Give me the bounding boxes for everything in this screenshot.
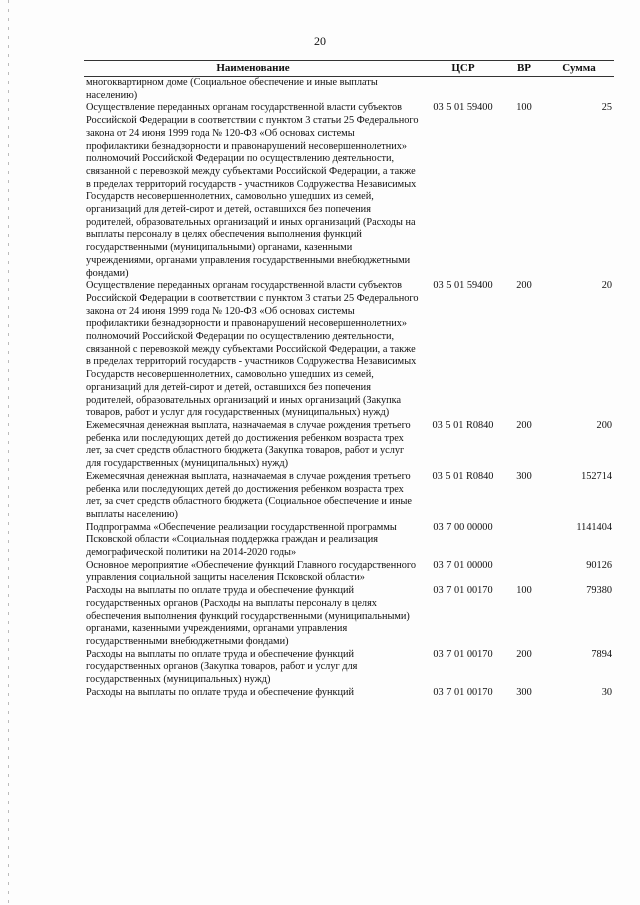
row-csr: 03 7 01 00170: [433, 686, 493, 698]
row-sum: 200: [596, 419, 612, 431]
table-row: [84, 687, 614, 700]
row-sum: 1141404: [576, 521, 612, 533]
row-name: Осуществление переданных органам государственной власти субъектов Российской Федерации в соответствии с пунктом 3 статьи 25 Федерального закона от 24 июня 1999 года № 120-ФЗ «Об основах системы профилактики безнадзорности и правонарушений несовершеннолетних» полномочий Российской Федерации по осуществлению деятельности, связанной с перевозкой между субъектами Российской Федерации, а также в пределах территорий государств - участников Содружества Независимых Государств несовершеннолетних, самовольно ушедших из семей, организаций для детей-сирот и детей, оставшихся без попечения родителей, образовательных организаций и иных организаций (Расходы на выплаты персоналу в целях обеспечения выполнения функций государственными (муниципальными) органами, казенными учреждениями, органами управления государственными внебюджетными фондами): [86, 102, 419, 279]
table-row: [84, 77, 614, 103]
row-sum: [544, 77, 614, 103]
row-name: многоквартирном доме (Социальное обеспечение и иные выплаты населению): [86, 77, 378, 101]
header-name: Наименование: [84, 61, 422, 77]
table-row: [84, 420, 614, 471]
row-sum: 25: [601, 102, 612, 114]
row-sum: 7894: [591, 648, 612, 660]
header-vr: ВР: [504, 61, 544, 77]
table-row: [84, 522, 614, 560]
row-sum: 30: [601, 686, 612, 698]
row-vr: 100: [516, 585, 532, 597]
row-csr: 03 5 01 59400: [433, 102, 493, 114]
row-vr: [504, 560, 544, 585]
row-name: Подпрограмма «Обеспечение реализации государственной программы Псковской области «Социальная поддержка граждан и реализация демографической политики на 2014-2020 годы»: [86, 521, 397, 559]
row-vr: 200: [516, 419, 532, 431]
row-sum: 152714: [581, 470, 612, 482]
row-name: Основное мероприятие «Обеспечение функций Главного государственного управления социальной защиты населения Псковской области»: [86, 559, 416, 584]
row-name: Осуществление переданных органам государственной власти субъектов Российской Федерации в соответствии с пунктом 3 статьи 25 Федерального закона от 24 июня 1999 года № 120-ФЗ «Об основах системы профилактики безнадзорности и правонарушений несовершеннолетних» полномочий Российской Федерации по осуществлению деятельности, связанной с перевозкой между субъектами Российской Федерации, а также в пределах территорий государств - участников Содружества Независимых Государств несовершеннолетних, самовольно ушедших из семей, организаций для детей-сирот и детей, оставшихся без попечения родителей, образовательных организаций и иных организаций (Закупка товаров, работ и услуг для государственных (муниципальных) нужд): [86, 280, 419, 419]
page-number: 20: [314, 34, 326, 48]
row-csr: [422, 77, 504, 103]
row-vr: 200: [516, 280, 532, 292]
table-row: [84, 560, 614, 585]
row-csr: 03 7 01 00170: [433, 648, 493, 660]
row-vr: 100: [516, 102, 532, 114]
row-name: Ежемесячная денежная выплата, назначаемая в случае рождения третьего ребенка или последующих детей до достижения ребенком возраста трех лет, за счет средств областного бюджета (Закупка товаров, работ и услуг для государственных (муниципальных) нужд): [86, 419, 411, 470]
table-row: [84, 649, 614, 687]
row-csr: 03 7 01 00000: [433, 559, 493, 571]
table-row: [84, 102, 614, 280]
row-csr: 03 7 01 00170: [433, 585, 493, 597]
table-row: [84, 471, 614, 522]
header-sum: Сумма: [544, 61, 614, 77]
row-csr: 03 7 00 00000: [433, 521, 493, 533]
row-sum: 20: [601, 280, 612, 292]
budget-table: [84, 60, 614, 699]
row-csr: 03 5 01 59400: [433, 280, 493, 292]
row-vr: 300: [516, 470, 532, 482]
row-vr: [504, 522, 544, 560]
row-sum: 90126: [586, 559, 612, 571]
table-header-row: [84, 61, 614, 77]
header-csr: ЦСР: [422, 61, 504, 77]
row-csr: 03 5 01 R0840: [432, 419, 494, 431]
row-name: Расходы на выплаты по оплате труда и обеспечение функций государственных органов (Закупка товаров, работ и услуг для государственных (муниципальных) нужд): [86, 648, 358, 686]
row-name: Ежемесячная денежная выплата, назначаемая в случае рождения третьего ребенка или последующих детей до достижения ребенком возраста трех лет, за счет средств областного бюджета (Социальное обеспечение и иные выплаты населению): [86, 470, 412, 520]
scan-edge: [8, 0, 9, 905]
row-csr: 03 5 01 R0840: [432, 470, 494, 482]
table-row: [84, 280, 614, 420]
row-name: Расходы на выплаты по оплате труда и обеспечение функций государственных органов (Расходы на выплаты персоналу в целях обеспечения выполнения функций государственными (муниципальными) органами, казенными учреждениями, органами управления государственными внебюджетными фондами): [86, 585, 410, 647]
row-vr: [504, 77, 544, 103]
row-vr: 200: [516, 648, 532, 660]
row-vr: 300: [516, 686, 532, 698]
table-row: [84, 585, 614, 649]
row-name: Расходы на выплаты по оплате труда и обеспечение функций: [86, 686, 355, 698]
row-sum: 79380: [586, 585, 612, 597]
